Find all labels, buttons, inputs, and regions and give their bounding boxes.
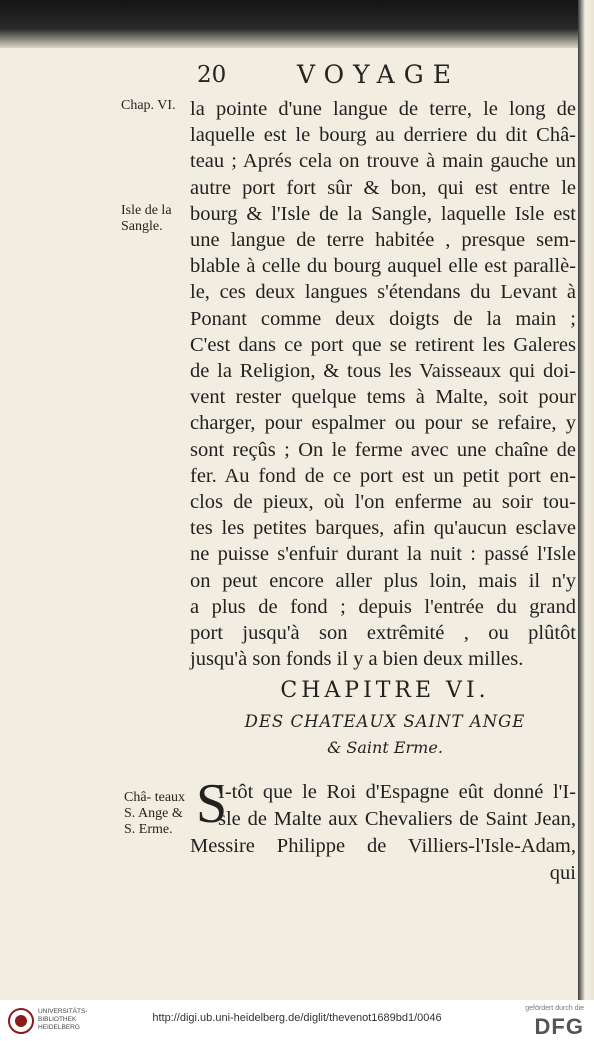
catchword: qui xyxy=(549,862,576,884)
library-name: UNIVERSITÄTS- BIBLIOTHEK HEIDELBERG xyxy=(38,1008,88,1031)
text-line: fer. Au fond de ce port est un petit port en- xyxy=(190,464,576,487)
text-line: Ponant comme deux doigts de la main ; xyxy=(190,307,576,330)
dfg-logo: DFG xyxy=(534,1014,584,1039)
paragraph-2 xyxy=(190,779,576,887)
text-line: bourg & l'Isle de la Sangle, laquelle Isle est xyxy=(190,202,576,225)
text-line: on peut encore aller plus loin, mais il n'y xyxy=(190,569,576,592)
page-top-shadow xyxy=(0,0,594,48)
text-line: autre port fort sûr & bon, qui est entre le xyxy=(190,176,576,199)
text-line: jusqu'à son fonds il y a bien deux milles. xyxy=(190,648,524,671)
text-line: sont reçûs ; On le ferme avec une chaîne de xyxy=(190,438,576,461)
drop-cap: S xyxy=(196,773,228,835)
text-line: blable à celle du bourg auquel elle est parallè- xyxy=(190,255,576,278)
page-header xyxy=(197,62,567,94)
text-line: I-tôt que le Roi d'Espagne eût donné l'I- xyxy=(218,781,576,803)
text-line: vent rester quelque tems à Malte, soit pour xyxy=(190,386,576,409)
text-line: le, ces deux langues s'étendans du Levant à xyxy=(190,281,576,304)
text-line: la pointe d'une langue de terre, le long de xyxy=(190,98,576,120)
text-line: sle de Malte aux Chevaliers de Saint Jean, xyxy=(218,808,576,830)
text-line: teau ; Aprés cela on trouve à main gauche un xyxy=(190,150,576,173)
page-number: 20 xyxy=(197,62,227,88)
text-line: laquelle est le bourg au derriere du dit Châ- xyxy=(190,124,576,147)
text-line: C'est dans ce port que se retirent les Galeres xyxy=(190,333,576,356)
text-line: ne puisse s'enfuir durant la nuit : passé l'Isle xyxy=(190,543,576,566)
text-line: Messire Philippe de Villiers-l'Isle-Adam, xyxy=(190,835,576,857)
text-line: charger, pour espalmer ou pour se refaire, y xyxy=(190,412,576,435)
text-line: clos de pieux, où l'on enferme au soir tou- xyxy=(190,491,576,514)
text-line: de la Religion, & tous les Vaisseaux qui doi- xyxy=(190,360,576,383)
facing-page-edge xyxy=(578,0,594,1000)
permalink-url[interactable]: http://digi.ub.uni-heidelberg.de/diglit/thevenot1689bd1/0046 xyxy=(152,1012,442,1024)
text-line: a plus de fond ; depuis l'entrée du grand xyxy=(190,595,576,618)
text-line: port jusqu'à son extrêmité , ou plûtôt xyxy=(190,622,576,645)
chapter-subtitle: DES CHATEAUX SAINT ANGE xyxy=(244,712,526,731)
chapter-subtitle-2: & Saint Erme. xyxy=(327,738,443,757)
marginal-note-isle: Isle de la Sangle. xyxy=(121,203,172,234)
text-line: tes les petites barques, afin qu'aucun esclave xyxy=(190,517,576,540)
chapter-title: CHAPITRE VI. xyxy=(280,678,490,703)
funded-by-label: gefördert durch die xyxy=(525,1005,584,1012)
marginal-note-chap: Chap. VI. xyxy=(121,98,176,113)
viewer-footer xyxy=(0,1000,594,1043)
running-head: VOYAGE xyxy=(297,60,460,89)
text-line: une langue de terre habitée , presque sem- xyxy=(190,229,576,252)
paragraph-1 xyxy=(190,96,576,672)
marginal-note-chateaux: Châ- teaux S. Ange & S. Erme. xyxy=(124,790,186,837)
